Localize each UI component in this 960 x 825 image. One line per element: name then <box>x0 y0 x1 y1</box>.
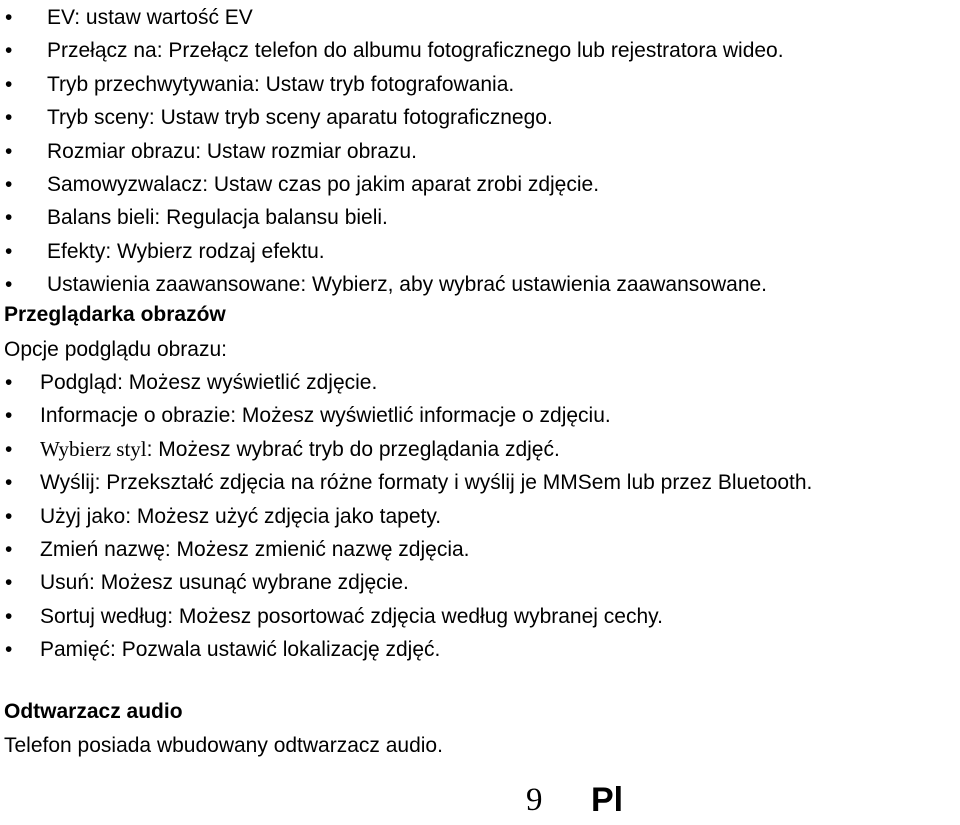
list-item-text: Rozmiar obrazu: Ustaw rozmiar obrazu. <box>47 139 417 163</box>
list-item-text: EV: ustaw wartość EV <box>47 6 253 29</box>
list-item-body: Informacje o obrazie: Możesz wyświetlić informacje o zdjęciu. <box>40 404 611 428</box>
page-number: 9 <box>526 782 543 818</box>
list-item-text: Tryb przechwytywania: Ustaw tryb fotografowania. <box>47 72 515 96</box>
list-item-text <box>40 433 560 466</box>
bullet-icon: • <box>5 6 13 29</box>
bullet-icon: • <box>5 39 13 63</box>
bullet-icon: • <box>5 504 13 528</box>
list-item-body: Podgląd: Możesz wyświetlić zdjęcie. <box>40 371 378 394</box>
list-item-body: : Możesz wybrać tryb do przeglądania zdjęć. <box>146 437 560 461</box>
audio-player-text: Telefon posiada wbudowany odtwarzacz audio. <box>4 734 443 757</box>
list-item-text <box>40 466 812 499</box>
bullet-icon: • <box>5 404 13 428</box>
list-item-body: Wyślij: Przekształć zdjęcia na różne formaty i wyślij je MMSem lub przez Bluetooth. <box>40 471 813 495</box>
list-item-body: Sortuj według: Możesz posortować zdjęcia według wybranej cechy. <box>40 604 663 628</box>
camera-options-list <box>0 1 960 302</box>
list-item <box>0 168 960 201</box>
list-item <box>0 201 960 234</box>
bullet-icon: • <box>5 571 13 595</box>
list-item <box>0 268 960 301</box>
list-item-text <box>40 399 611 432</box>
bullet-icon: • <box>5 371 13 394</box>
image-viewer-options-list <box>0 366 960 667</box>
list-item-text <box>40 566 409 599</box>
image-viewer-intro: Opcje podglądu obrazu: <box>4 338 227 361</box>
language-code: Pl <box>591 781 624 819</box>
bullet-icon: • <box>5 239 13 263</box>
section-heading-audio-player: Odtwarzacz audio <box>4 700 183 723</box>
list-item <box>0 433 960 466</box>
bullet-icon: • <box>5 471 13 495</box>
list-item-body: Pamięć: Pozwala ustawić lokalizację zdjęć. <box>40 638 441 662</box>
list-item-text: Tryb sceny: Ustaw tryb sceny aparatu fotograficznego. <box>47 106 553 130</box>
bullet-icon: • <box>5 72 13 96</box>
bullet-icon: • <box>5 604 13 628</box>
list-item <box>0 34 960 67</box>
list-item <box>0 135 960 168</box>
section-heading-image-viewer: Przeglądarka obrazów <box>4 303 226 326</box>
list-item <box>0 101 960 134</box>
list-item <box>0 633 960 666</box>
list-item-lead: Wybierz styl <box>40 436 147 461</box>
list-item <box>0 366 960 399</box>
list-item <box>0 68 960 101</box>
list-item-text <box>40 533 470 566</box>
list-item <box>0 533 960 566</box>
list-item-text: Samowyzwalacz: Ustaw czas po jakim aparat zrobi zdjęcie. <box>47 172 600 196</box>
list-item-text <box>40 633 440 666</box>
bullet-icon: • <box>5 437 13 461</box>
list-item <box>0 500 960 533</box>
list-item-body: Usuń: Możesz usunąć wybrane zdjęcie. <box>40 571 409 595</box>
list-item-text <box>40 366 377 399</box>
list-item-text: Ustawienia zaawansowane: Wybierz, aby wybrać ustawienia zaawansowane. <box>47 273 768 297</box>
list-item-text <box>40 500 441 533</box>
list-item-text: Efekty: Wybierz rodzaj efektu. <box>47 239 325 263</box>
bullet-icon: • <box>5 139 13 163</box>
bullet-icon: • <box>5 638 13 662</box>
list-item <box>0 566 960 599</box>
bullet-icon: • <box>5 537 13 561</box>
list-item-text: Balans bieli: Regulacja balansu bieli. <box>47 206 388 230</box>
list-item-text: Przełącz na: Przełącz telefon do albumu fotograficznego lub rejestratora wideo. <box>47 39 784 63</box>
bullet-icon: • <box>5 206 13 230</box>
list-item <box>0 1 960 34</box>
list-item-body: Użyj jako: Możesz użyć zdjęcia jako tapety. <box>40 504 442 528</box>
bullet-icon: • <box>5 172 13 196</box>
list-item <box>0 466 960 499</box>
list-item <box>0 235 960 268</box>
list-item <box>0 600 960 633</box>
list-item <box>0 399 960 432</box>
bullet-icon: • <box>5 273 13 297</box>
list-item-body: Zmień nazwę: Możesz zmienić nazwę zdjęcia. <box>40 537 470 561</box>
bullet-icon: • <box>5 106 13 130</box>
list-item-text <box>40 600 663 633</box>
